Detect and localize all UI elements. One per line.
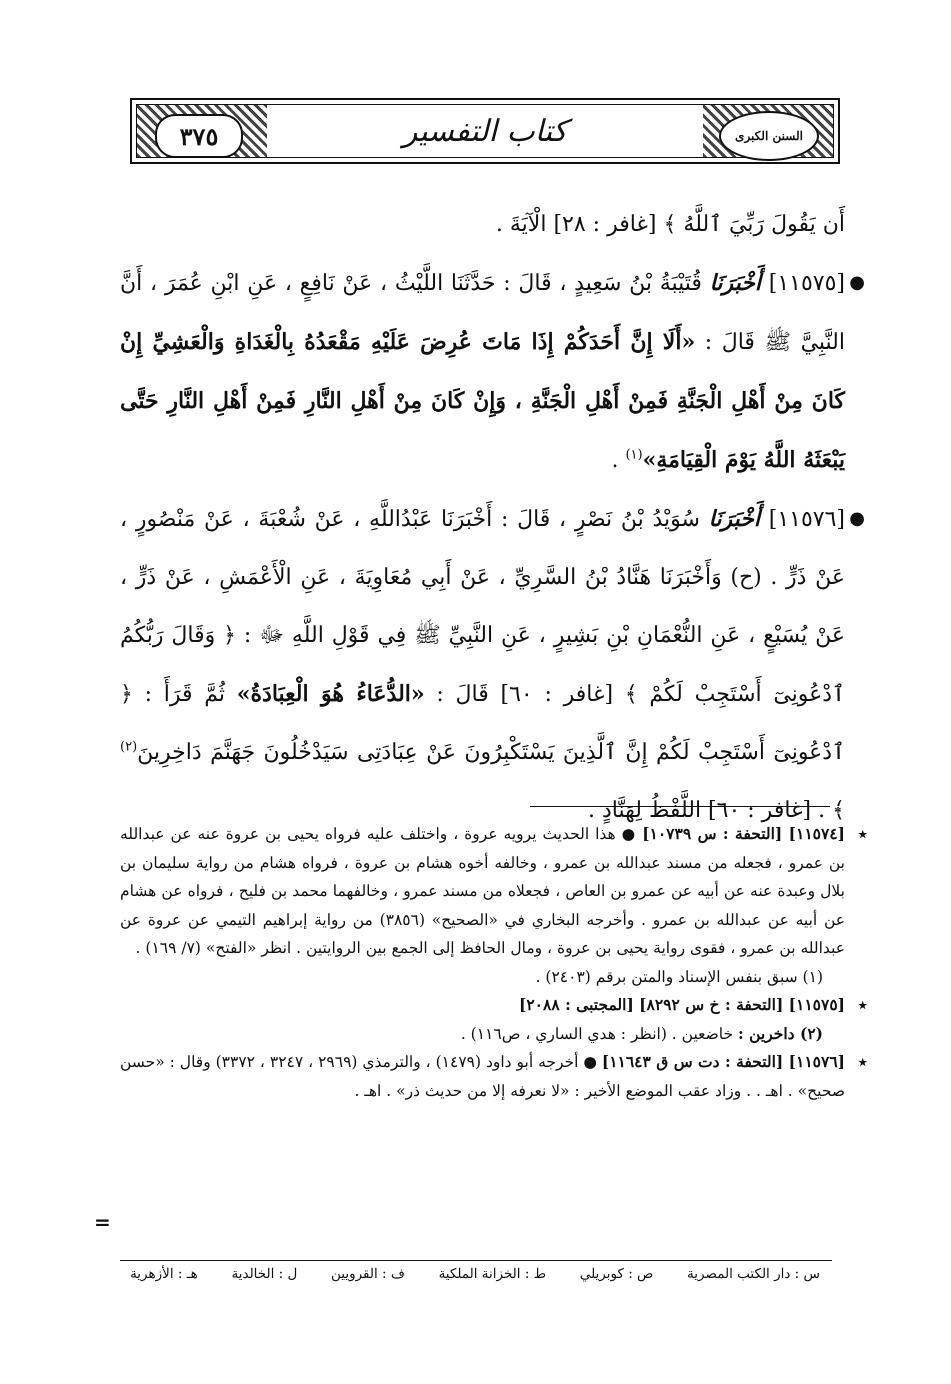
footnote-ref: (١): [625, 447, 643, 463]
note-head: [١١٥٧٤] [التحفة : س ١٠٧٣٩]: [642, 824, 845, 843]
quran-recitation: ثُمَّ قَرَأَ : ﴿ ٱدْعُونِىٓ أَسْتَجِبْ لَكُمْ إِنَّ ٱلَّذِينَ يَسْتَكْبِرُونَ عَنْ عِبَادَتِى سَيَدْخُلُونَ جَهَنَّمَ دَاخِرِينَ: [120, 682, 845, 765]
footnote-ref: (٢): [120, 739, 138, 755]
akhbarana-word: أَخْبَرَنَا: [708, 506, 760, 532]
note-11574: [120, 820, 867, 963]
footnote-1: (١) سبق بنفس الإسناد والمتن برقم (٢٤٠٣) .: [535, 967, 823, 986]
star-icon: ٭: [858, 995, 867, 1014]
entry-end: ﴾ . [غافر : ٦٠] اللَّفْظُ لِهَنَّادٍ .: [587, 798, 845, 823]
legend-rule: [120, 1260, 832, 1261]
entry-number: [١١٥٧٦]: [768, 507, 845, 532]
akhbarana-word: أَخْبَرَنَا: [709, 270, 761, 296]
note-text: ● هذا الحديث يرويه عروة ، واختلف عليه فرواه يحيى بن عروة عنه عن عبدالله بن عمرو ، فجعله من مسند عبدالله بن عمرو ، وخالفه أخوه هشام بن عروة ، فرواه هشام من رواية سليمان بن بلال وعبدة عنه عن أبيه عن عمرو بن العاص ، فجعلاه من مسند عمرو ، وخالفهما محمد بن فليح ، فرواه عن هشام عن أبيه عن عبدالله بن عمرو . وأخرجه البخاري في «الصحيح» (٣٨٥٦) من رواية إبراهيم التيمي عن عروة عن عبدالله بن عمرو ، فقوى رواية يحيى بن عروة ، ومال الحافظ إلى الجمع بين الروايتين . انظر «الفتح» (٧/ ١٦٩) .: [120, 825, 846, 957]
page-header: [130, 98, 840, 164]
bullet-icon: ●: [849, 508, 865, 529]
note-11576: [120, 1048, 867, 1105]
isnad-chain: سُوَيْدُ بْنُ نَصْرٍ ، قَالَ : أَخْبَرَنَا عَبْدُاللَّهِ ، عَنْ شُعْبَةَ ، عَنْ مَنْصُورٍ ، عَنْ ذَرٍّ . (ح) وَأَخْبَرَنَا هَنَّادُ بْنُ السَّرِيِّ ، عَنْ أَبِي مُعَاوِيَةَ ، عَنِ الْأَعْمَشِ ، عَنْ ذَرٍّ ، عَنْ يُسَيْعٍ ، عَنِ النُّعْمَانِ بْنِ بَشِيرٍ ، عَنِ النَّبِيِّ ﷺ فِي قَوْلِ اللَّهِ ﷻ : ﴿ وَقَالَ رَبُّكُمُ ٱدْعُونِىٓ أَسْتَجِبْ لَكُمْ ﴾ [غافر : ٦٠] قَالَ :: [120, 507, 845, 707]
book-seal-icon: [719, 111, 819, 161]
footnote-term: (٢) داخرين :: [738, 1023, 823, 1043]
isnad-chain: قُتَيْبَةُ بْنُ سَعِيدٍ ، قَالَ : حَدَّثَنَا اللَّيْثُ ، عَنْ نَافِعٍ ، عَنِ ابْنِ عُمَرَ ، أَنَّ النَّبِيَّ ﷺ قَالَ :: [120, 271, 845, 355]
intro-line: أَن يَقُولَ رَبِّيَ ٱللَّهُ ﴾ [غافر : ٢٨] الْآيَةَ .: [495, 212, 845, 237]
footnote-text: خاضعين . (انظر : هدي الساري ، ص١١٦) .: [460, 1024, 734, 1043]
legend-item: هـ : الأزهرية: [130, 1266, 198, 1282]
hadith-entry-11576: [120, 490, 865, 840]
hadith-text: «أَلَا إِنَّ أَحَدَكُمْ إِذَا مَاتَ عُرِضَ عَلَيْهِ مَقْعَدُهُ بِالْغَدَاةِ وَالْعَشِيِّ إِنْ كَانَ مِنْ أَهْلِ الْجَنَّةِ فَمِنْ أَهْلِ الْجَنَّةِ ، وَإِنْ كَانَ مِنْ أَهْلِ النَّارِ فَمِنْ أَهْلِ النَّارِ حَتَّى يَبْعَثَهُ اللَّهُ يَوْمَ الْقِيَامَةِ»: [120, 329, 845, 473]
note-head: [١١٥٧٦] [التحفة : دت س ق ١١٦٤٣]: [601, 1052, 846, 1071]
footnote-separator: [530, 806, 830, 807]
legend-item: ص : كوبريلي: [579, 1266, 654, 1282]
legend-item: ط : الخزانة الملكية: [438, 1266, 547, 1282]
note-11575: [120, 991, 867, 1020]
footnotes: [120, 820, 867, 1105]
hadith-entry-11575: [120, 254, 865, 490]
continuation-mark: =: [94, 1210, 111, 1234]
main-text: [120, 196, 865, 840]
hadith-text: «الدُّعَاءُ هُوَ الْعِبَادَةُ»: [236, 681, 425, 707]
note-text: ● أخرجه أبو داود (١٤٧٩) ، والترمذي (٢٩٦٩ ، ٣٢٤٧ ، ٣٣٧٢) وقال : «حسن صحيح» . اهـ . . وزاد عقب الموضع الأخير : «لا نعرفه إلا من حديث ذر» . اهـ .: [120, 1053, 845, 1100]
legend-item: س : دار الكتب المصرية: [687, 1266, 820, 1282]
page-number: ٣٧٥: [155, 114, 243, 158]
legend-item: ل : الخالدية: [231, 1266, 298, 1282]
book-title: كتاب التفسير: [402, 113, 568, 149]
star-icon: ٭: [858, 1052, 867, 1071]
seal-text: السنن الكبرى: [735, 129, 803, 143]
entry-number: [١١٥٧٥]: [768, 271, 846, 296]
header-inner-frame: [136, 104, 834, 158]
entry-end: .: [611, 448, 626, 473]
bullet-icon: ●: [849, 272, 865, 293]
star-icon: ٭: [858, 824, 867, 843]
manuscript-legend: [130, 1266, 820, 1282]
note-head: [١١٥٧٥] [التحفة : خ س ٨٢٩٢] [المجتبى : ٢٠٨٨]: [519, 995, 845, 1014]
legend-item: ف : القرويين: [330, 1266, 405, 1282]
footnote-2: [120, 1020, 845, 1049]
